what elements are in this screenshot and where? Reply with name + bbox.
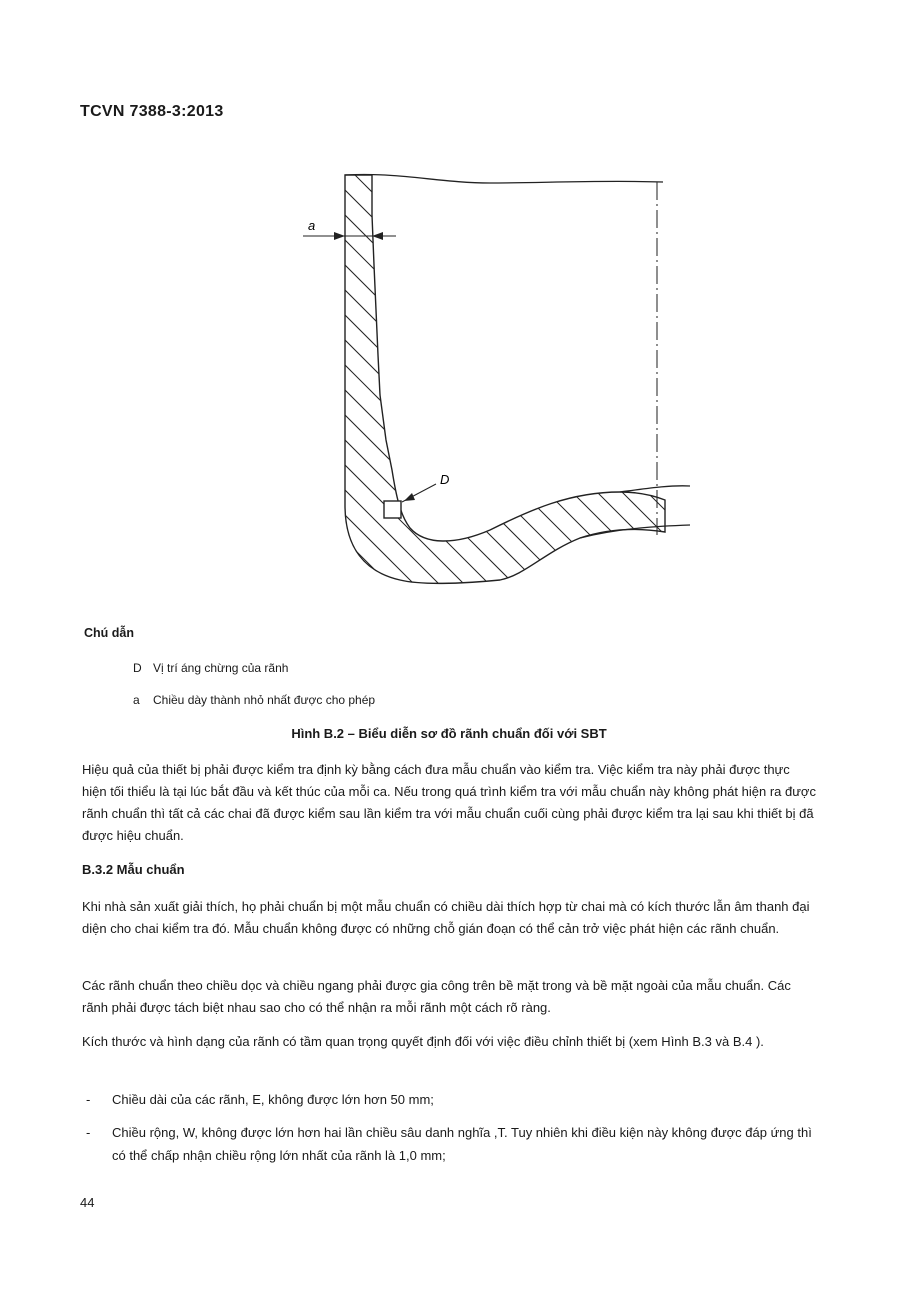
legend-item-a: a Chiều dày thành nhỏ nhất được cho phép [133,693,376,707]
page-number: 44 [80,1195,95,1210]
paragraph-2: Khi nhà sản xuất giải thích, họ phải chuẩn bị một mẫu chuẩn có chiều dài thích hợp từ chai mà có kích thước lẫn âm thanh đại diện cho chai kiểm tra đó. Mẫu chuẩn không được có những chỗ gián đoạn có thể cản trở việc phát hiện các rãnh chuẩn. [82,899,810,936]
groove-D-marker [384,501,401,518]
groove-diagram [0,0,898,620]
legend-item-D: D Vị trí áng chừng của rãnh [133,661,289,675]
paragraph-1: Hiệu quả của thiết bị phải được kiểm tra định kỳ bằng cách đưa mẫu chuẩn vào kiểm tra. Việc kiểm tra này phải được thực hiện tối thiểu là tại lúc bắt đầu và kết thúc của mỗi ca. Nếu trong quá trình kiểm tra với mẫu chuẩn này không phát hiện ra được rãnh chuẩn thì tất cả các chai đã được kiểm sau lần kiểm tra với mẫu chuẩn cuối cùng phải được kiểm tra lại sau khi thiết bị đã được hiệu chuẩn. [82,762,816,843]
legend-title: Chú dẫn [84,626,134,640]
paragraph-3: Các rãnh chuẩn theo chiều dọc và chiều ngang phải được gia công trên bề mặt trong và bề mặt ngoài của mẫu chuẩn. Các rãnh phải được tách biệt nhau sao cho có thể nhận ra mỗi rãnh một cách rõ ràng. [82,978,791,1015]
label-a: a [308,218,316,233]
section-heading: B.3.2 Mẫu chuẩn [82,862,185,877]
figure-caption: Hình B.2 – Biểu diễn sơ đồ rãnh chuẩn đối với SBT [291,726,607,741]
paragraph-4: Kích thước và hình dạng của rãnh có tầm quan trọng quyết định đối với việc điều chỉnh thiết bị (xem Hình B.3 và B.4 ). [82,1034,764,1049]
page-header: TCVN 7388-3:2013 [80,103,224,120]
label-D: D [440,472,450,487]
bottle-top-edge [345,174,663,183]
